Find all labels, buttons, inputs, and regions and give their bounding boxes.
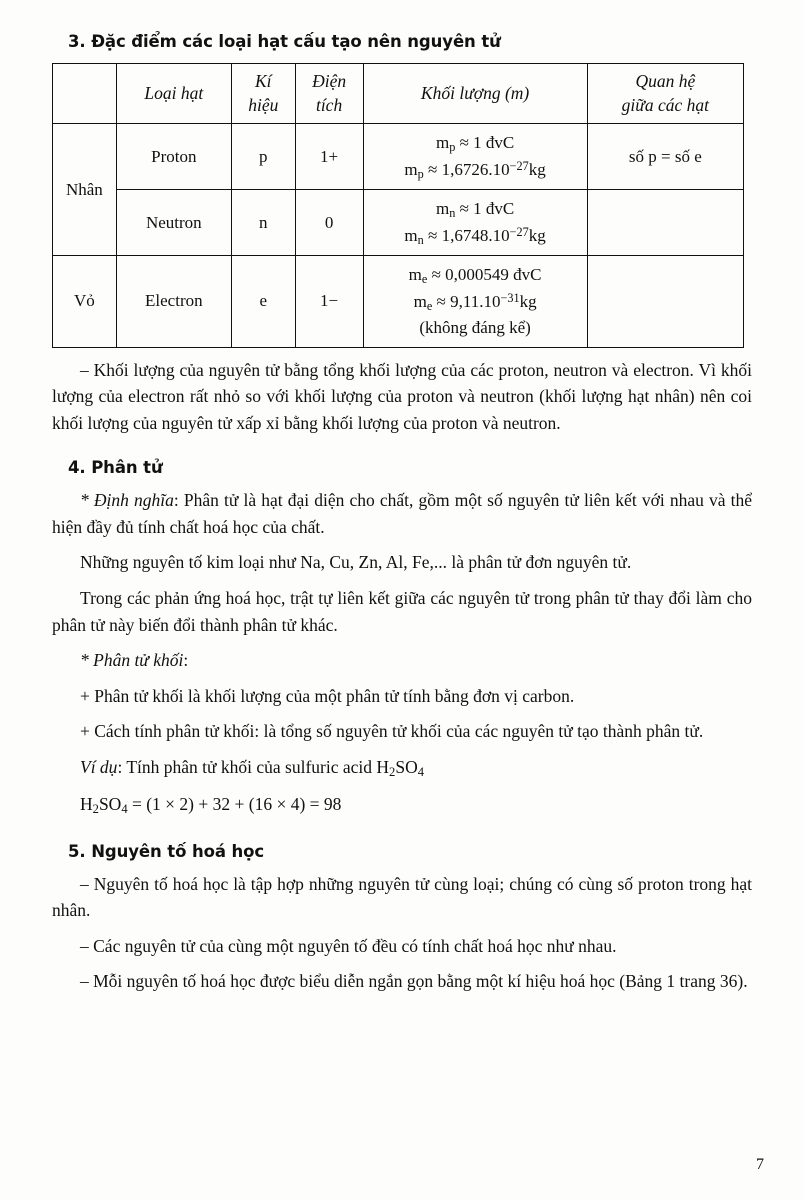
cell-name-proton: Proton bbox=[116, 124, 231, 190]
header-blank bbox=[53, 64, 117, 124]
paragraph-element-definition: – Nguyên tố hoá học là tập hợp những nguyên tử cùng loại; chúng có cùng số proton trong hạt nhân. bbox=[52, 873, 752, 921]
cell-charge-electron: 1− bbox=[295, 256, 363, 347]
paragraph-metals: Những nguyên tố kim loại như Na, Cu, Zn, Al, Fe,... là phân tử đơn nguyên tử. bbox=[80, 552, 632, 573]
label-example: Ví dụ bbox=[80, 757, 118, 778]
page-content bbox=[52, 32, 752, 995]
paragraph-element-symbol: – Mỗi nguyên tố hoá học được biểu diễn ngắn gọn bằng một kí hiệu hoá học (Bảng 1 trang 36). bbox=[80, 971, 748, 992]
example-mid: SO bbox=[395, 757, 418, 778]
cell-group-nucleus: Nhân bbox=[53, 124, 117, 256]
mass-line-1: $m_p \approx 1$ đvC bbox=[435, 133, 515, 155]
header-charge-line2: tích bbox=[315, 94, 343, 115]
mass-text-2: ≈ 1,6748.10 bbox=[428, 225, 510, 245]
mass-exp-2: −31 bbox=[500, 290, 520, 305]
equation-rhs: = (1 × 2) + 32 + (16 × 4) = 98 bbox=[127, 794, 342, 815]
cell-mass-neutron bbox=[363, 190, 587, 256]
cell-charge-proton: 1+ bbox=[295, 124, 363, 190]
paragraph-mass-note: – Khối lượng của nguyên tử bằng tổng khối lượng của các proton, neutron và electron. Vì khối lượng của electron rất nhỏ so với khối lượng của proton và neutron (khối lượng hạt nhân) nên coi khối lượng của nguyên tử xấp xỉ bằng khối lượng của proton và neutron. bbox=[52, 359, 752, 433]
mass-text-1: ≈ 0,000549 đvC bbox=[431, 265, 542, 285]
header-mass: Khối lượng (m) bbox=[363, 64, 587, 124]
header-relation-line2: giữa các hạt bbox=[621, 94, 709, 115]
mass-text-2: ≈ 9,11.10 bbox=[436, 291, 501, 311]
label-molecular-mass: * Phân tử khối bbox=[80, 650, 184, 671]
cell-mass-electron bbox=[363, 256, 587, 347]
mass-tail-2: kg bbox=[519, 291, 537, 311]
mass-sub-2: n bbox=[417, 232, 424, 247]
header-particle-type: Loại hạt bbox=[116, 64, 231, 124]
cell-group-shell: Vỏ bbox=[53, 256, 117, 347]
mass-text-1: ≈ 1 đvC bbox=[459, 199, 515, 219]
equation-lhs-sub1: 2 bbox=[92, 802, 99, 817]
mass-text-1: ≈ 1 đvC bbox=[459, 133, 515, 153]
cell-name-neutron: Neutron bbox=[116, 190, 231, 256]
mass-sub-1: n bbox=[449, 206, 456, 221]
cell-mass-proton bbox=[363, 124, 587, 190]
cell-symbol-electron: e bbox=[231, 256, 295, 347]
cell-symbol-proton: p bbox=[231, 124, 295, 190]
cell-name-electron: Electron bbox=[116, 256, 231, 347]
mass-line-1: $m_e \approx 0,000549$ đvC bbox=[408, 265, 542, 287]
cell-charge-neutron: 0 bbox=[295, 190, 363, 256]
cell-relation-neutron bbox=[587, 190, 743, 256]
mass-sub-2: e bbox=[426, 298, 433, 313]
page-number: 7 bbox=[756, 1156, 764, 1173]
mass-sub-2: p bbox=[417, 166, 424, 181]
mass-line-3: (không đáng kể) bbox=[419, 318, 531, 338]
mass-line-1: $m_n \approx 1$ đvC bbox=[435, 199, 515, 221]
table-row bbox=[53, 256, 744, 347]
equation-lhs-sub2: 4 bbox=[121, 802, 128, 817]
equation-lhs-so: SO bbox=[98, 794, 122, 815]
mass-tail-2: kg bbox=[528, 225, 546, 245]
paragraph-reactions: Trong các phản ứng hoá học, trật tự liên kết giữa các nguyên tử trong phân tử thay đổi làm cho phân tử này biến đổi thành phân tử khác. bbox=[52, 588, 752, 635]
heading-section-5: 5. Nguyên tố hoá học bbox=[68, 841, 265, 861]
heading-section-3: 3. Đặc điểm các loại hạt cấu tạo nên nguyên tử bbox=[68, 32, 501, 51]
cell-relation-proton: số p = số e bbox=[587, 124, 743, 190]
header-symbol-line1: Kí bbox=[255, 71, 272, 91]
mass-line-2: $m_p \approx 1,6726.10^{-27}kg$ bbox=[404, 158, 546, 181]
paragraph-molecular-mass-1: + Phân tử khối là khối lượng của một phân tử tính bằng đơn vị carbon. bbox=[80, 685, 575, 706]
paragraph-molecular-mass-2: + Cách tính phân tử khối: là tổng số nguyên tử khối của các nguyên tử tạo thành phân tử. bbox=[80, 721, 704, 742]
text-example: : Tính phân tử khối của sulfuric acid H bbox=[117, 757, 390, 778]
mass-sub-1: e bbox=[421, 272, 428, 287]
mass-text-2: ≈ 1,6726.10 bbox=[428, 159, 510, 179]
header-relation-line1: Quan hệ bbox=[635, 71, 696, 91]
header-symbol bbox=[231, 64, 295, 124]
header-relation bbox=[587, 64, 743, 124]
header-charge-line1: Điện bbox=[312, 71, 347, 91]
equation-h2so4 bbox=[52, 791, 752, 819]
paragraph-molecular-mass-label bbox=[52, 647, 752, 674]
example-sub-2: 4 bbox=[417, 765, 425, 780]
mass-exp-2: −27 bbox=[509, 224, 529, 239]
mass-exp-2: −27 bbox=[509, 158, 529, 173]
mass-tail-2: kg bbox=[528, 159, 546, 179]
mass-line-2: $m_n \approx 1,6748.10^{-27}kg$ bbox=[404, 224, 546, 247]
paragraph-definition bbox=[52, 487, 752, 540]
mass-line-2: $m_e \approx 9,11.10^{-31}kg$ bbox=[413, 290, 537, 313]
equation-lhs-h: H bbox=[80, 794, 93, 815]
table-row bbox=[53, 190, 744, 256]
paragraph-element-properties: – Các nguyên tử của cùng một nguyên tố đều có tính chất hoá học như nhau. bbox=[80, 935, 617, 956]
table-header-row bbox=[53, 64, 744, 124]
heading-section-4: 4. Phân tử bbox=[68, 458, 163, 478]
paragraph-example bbox=[52, 754, 752, 782]
header-charge bbox=[295, 64, 363, 124]
label-definition: * Định nghĩa bbox=[80, 490, 174, 511]
text-definition: : Phân tử là hạt đại diện cho chất, gồm một số nguyên tử liên kết với nhau và thể hiện đầy đủ tính chất hoá học của chất. bbox=[52, 490, 752, 537]
cell-symbol-neutron: n bbox=[231, 190, 295, 256]
table-row bbox=[53, 124, 744, 190]
example-sub-1: 2 bbox=[389, 765, 396, 780]
cell-relation-electron bbox=[587, 256, 743, 347]
header-symbol-line2: hiệu bbox=[248, 94, 279, 115]
text-molecular-mass-colon: : bbox=[183, 650, 189, 671]
particles-table bbox=[52, 63, 744, 348]
mass-sub-1: p bbox=[449, 140, 456, 155]
